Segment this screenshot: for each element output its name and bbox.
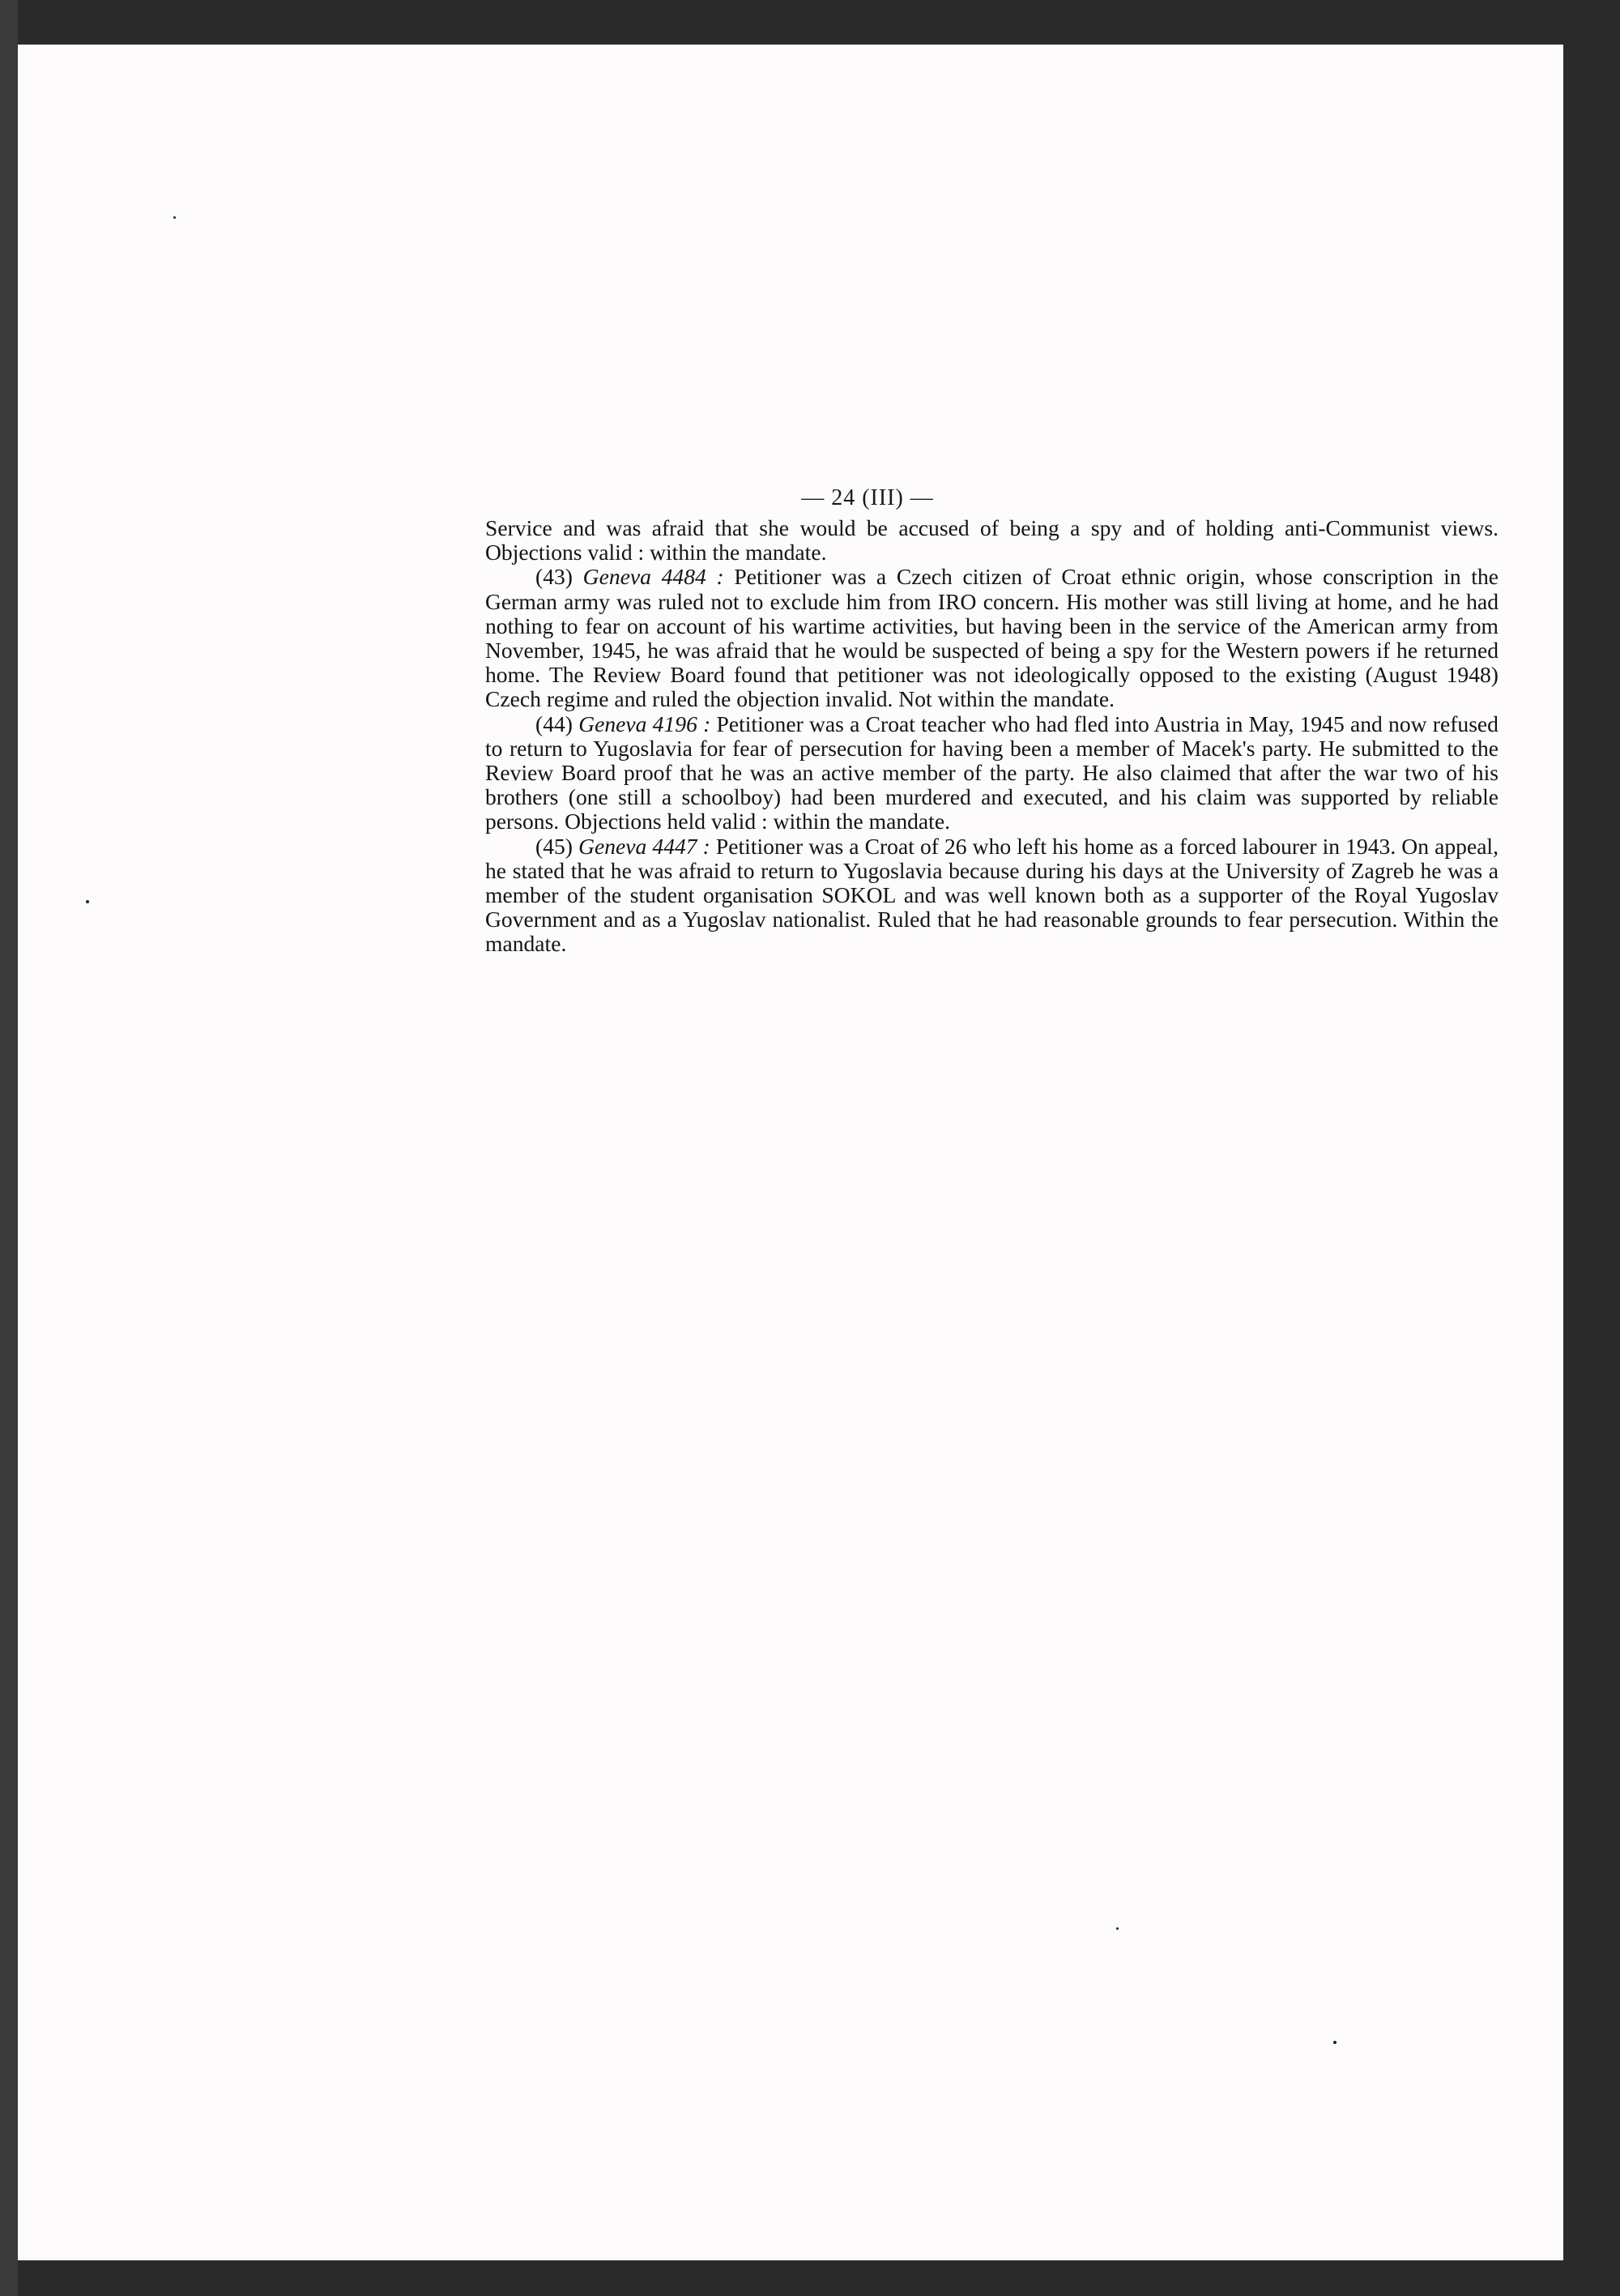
paragraph-text: Petitioner was a Croat of 26 who left his home as a forced labourer in 1943. On appeal, he stated that he was afraid to return to Yugoslavia because during his days at the University of Zagreb he was a member of the student organisation SOKOL and was well known both as a supporter of the Royal Yugoslav Government and as a Yugoslav nationalist. Ruled that he had reasonable grounds to fear persecution. Within the mandate. xyxy=(485,833,1499,957)
paragraph-case-43 xyxy=(485,565,1498,711)
paragraph-text: Petitioner was a Croat teacher who had fled into Austria in May, 1945 and now refused to return to Yugoslavia for fear of persecution for having been a member of Macek's party. He submitted to the Review Board proof that he was an active member of the party. He also claimed that after the war two of his brothers (one still a schoolboy) had been murdered and executed, and his claim was supported by reliable persons. Objections held valid : within the mandate. xyxy=(485,711,1498,834)
document-page xyxy=(18,45,1563,2260)
speck xyxy=(1116,1927,1119,1930)
case-number: (43) xyxy=(535,564,573,590)
case-reference: Geneva 4447 : xyxy=(578,833,710,859)
body-text xyxy=(485,516,1498,957)
scanner-edge xyxy=(0,0,18,2296)
speck xyxy=(173,216,176,219)
case-reference: Geneva 4484 : xyxy=(582,564,724,590)
page-number: — 24 (III) — xyxy=(801,485,934,510)
paragraph-text: Petitioner was a Czech citizen of Croat ethnic origin, whose conscription in the German army was ruled not to exclude him from IRO concern. His mother was still living at home, and he had nothing to fear on account of his wartime activities, but having been in the service of the American army from November, 1945, he was afraid that he would be suspected of being a spy for the Western powers if he returned home. The Review Board found that petitioner was not ideologically opposed to the existing (August 1948) Czech regime and ruled the objection invalid. Not within the mandate. xyxy=(485,564,1499,712)
case-reference: Geneva 4196 : xyxy=(578,711,711,736)
case-number: (45) xyxy=(535,833,573,859)
case-number: (44) xyxy=(535,711,573,736)
speck xyxy=(86,900,89,903)
paragraph-text: Service and was afraid that she would be accused of being a spy and of holding anti-Communist views. Objections valid : within the mandate. xyxy=(485,515,1498,565)
paragraph-case-44 xyxy=(485,712,1498,834)
paragraph-case-45 xyxy=(485,834,1498,957)
paragraph-continuation xyxy=(485,516,1498,565)
speck xyxy=(1333,2041,1336,2044)
